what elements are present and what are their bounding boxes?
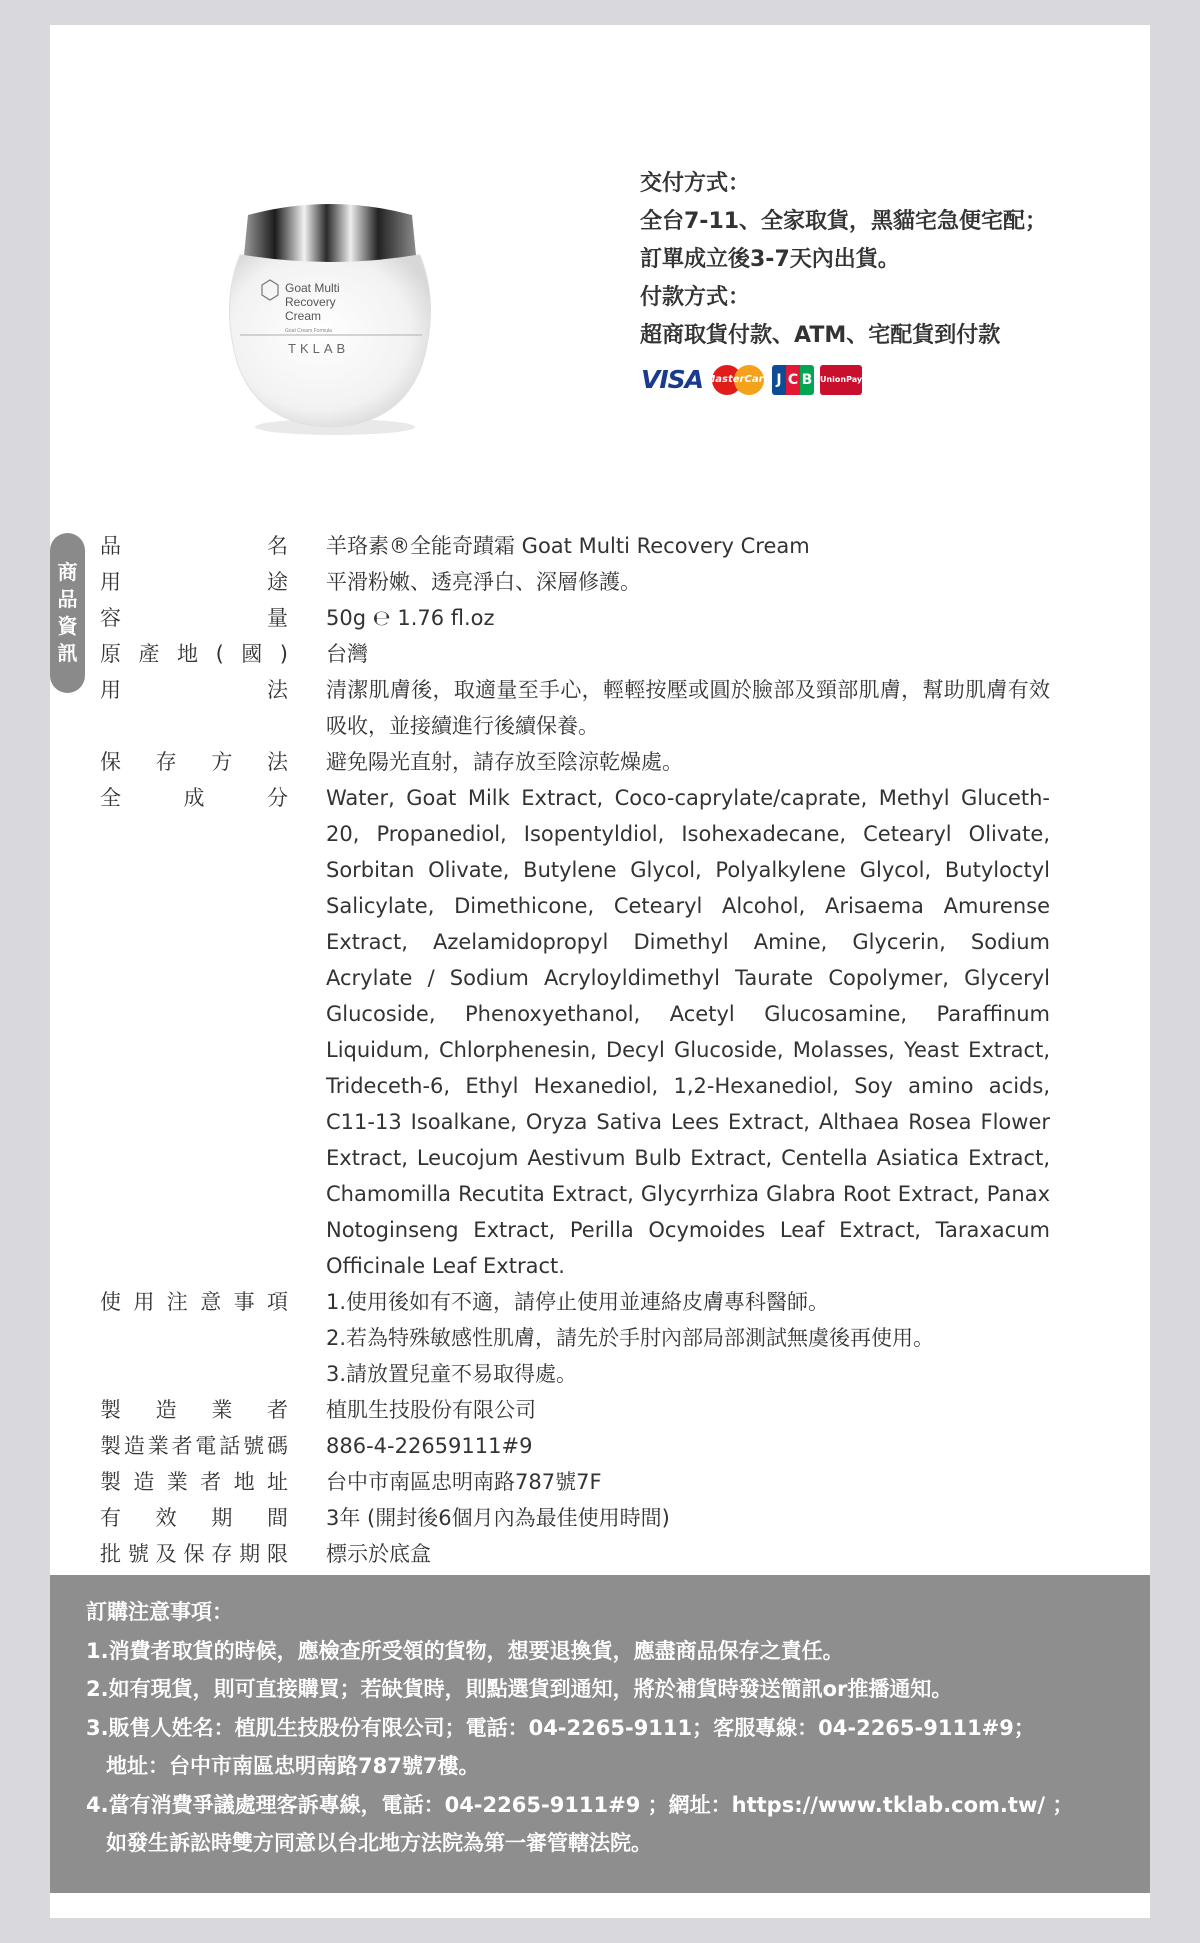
- notice-item-3-address: 地址：台中市南區忠明南路787號7樓。: [106, 1754, 480, 1778]
- delivery-methods: 全台7-11、全家取貨，黑貓宅急便宅配；: [640, 209, 1048, 234]
- delivery-payment-info: [640, 165, 1047, 395]
- spec-label: 製造業者電話號碼: [100, 1434, 288, 1458]
- spec-label: 品名: [100, 534, 288, 558]
- payment-methods: 超商取貨付款、ATM、宅配貨到付款: [640, 323, 1001, 348]
- spec-row-purpose: [100, 564, 1050, 600]
- spec-row-ingredients: [100, 780, 1050, 1284]
- spec-row-validity: [100, 1500, 1050, 1536]
- spec-value: 台灣: [326, 642, 368, 666]
- spec-label: 使用注意事項: [100, 1290, 288, 1314]
- spec-row-storage: [100, 744, 1050, 780]
- product-jar-image: [200, 185, 460, 445]
- spec-value-cautions: 1.使用後如有不適，請停止使用並連絡皮膚專科醫師。 2.若為特殊敏感性肌膚，請先於手肘內部局部測試無虞後再使用。 3.請放置兒童不易取得處。: [326, 1290, 935, 1386]
- badge-char: 資: [57, 614, 78, 638]
- notice-item-3: 3.販售人姓名：植肌生技股份有限公司；電話：04-2265-9111；客服專線：04-2265-9111#9；: [86, 1715, 1035, 1740]
- notice-title: 訂購注意事項：: [86, 1600, 233, 1624]
- spec-value: 50g ℮ 1.76 fl.oz: [326, 606, 495, 630]
- spec-row-cautions: [100, 1284, 1050, 1392]
- notice-item-4-court: 如發生訴訟時雙方同意以台北地方法院為第一審管轄法院。: [106, 1831, 652, 1855]
- jar-label-line1: Goat Multi: [285, 281, 340, 295]
- jcb-icon: J C B: [772, 365, 814, 395]
- notice-item-2: 2.如有現貨，則可直接購買；若缺貨時，則點選貨到通知，將於補貨時發送簡訊or推播通知。: [86, 1677, 953, 1701]
- spec-label: 用途: [100, 570, 288, 594]
- delivery-title: 交付方式：: [640, 171, 751, 196]
- spec-value: 平滑粉嫩、透亮淨白、深層修護。: [326, 570, 641, 594]
- spec-row-manufacturer: [100, 1392, 1050, 1428]
- jar-label-line3: Cream: [285, 309, 322, 323]
- product-info-badge: [50, 533, 85, 693]
- spec-value: 羊珞素®全能奇蹟霜 Goat Multi Recovery Cream: [326, 534, 810, 558]
- spec-label: 製造業者: [100, 1398, 288, 1422]
- spec-label: 製造業者地址: [100, 1470, 288, 1494]
- spec-value: 886-4-22659111#9: [326, 1434, 533, 1458]
- spec-label: 保存方法: [100, 750, 288, 774]
- payment-card-logos: [640, 365, 1047, 395]
- badge-char: 品: [57, 587, 78, 611]
- spec-label: 用法: [100, 678, 288, 702]
- mastercard-label: MasterCard: [705, 374, 771, 385]
- spec-row-origin: [100, 636, 1050, 672]
- spec-label: 有效期間: [100, 1506, 288, 1530]
- spec-value: 標示於底盒: [326, 1542, 431, 1566]
- badge-char: 訊: [57, 641, 78, 665]
- spec-label: 全成分: [100, 786, 288, 810]
- product-spec-table: [100, 528, 1050, 1572]
- spec-value: 清潔肌膚後，取適量至手心，輕輕按壓或圓於臉部及頸部肌膚，幫助肌膚有效吸收，並接續進行後續保養。: [326, 678, 1050, 738]
- spec-label: 批號及保存期限: [100, 1542, 288, 1566]
- badge-char: 商: [57, 560, 78, 584]
- notice-item-1: 1.消費者取貨的時候，應檢查所受領的貨物，想要退換貨，應盡商品保存之責任。: [86, 1638, 844, 1663]
- spec-row-batch: [100, 1536, 1050, 1572]
- spec-value: 台中市南區忠明南路787號7F: [326, 1470, 602, 1494]
- spec-row-phone: [100, 1428, 1050, 1464]
- spec-value: 植肌生技股份有限公司: [326, 1398, 536, 1422]
- spec-label: 原產地(國): [100, 642, 288, 666]
- spec-value-ingredients: Water, Goat Milk Extract, Coco-caprylate/caprate, Methyl Gluceth-20, Propanediol, Isopentyldiol, Isohexadecane, Cetearyl Olivate, Sorbitan Olivate, Butylene Glycol, Polyalkylene Glycol, Butyloctyl Salicylate, Dimethicone, Cetearyl Alcohol, Arisaema Amurense Extract, Azelamidopropyl Dimethyl Amine, Glycerin, Sodium Acrylate / Sodium Acryloyldimethyl Taurate Copolymer, Glyceryl Glucoside, Phenoxyethanol, Acetyl Glucosamine, Paraffinum Liquidum, Chlorphenesin, Decyl Glucoside, Molasses, Yeast Extract, Trideceth-6, Ethyl Hexanediol, 1,2-Hexanediol, Soy amino acids, C11-13 Isoalkane, Oryza Sativa Lees Extract, Althaea Rosea Flower Extract, Leucojum Aestivum Bulb Extract, Centella Asiatica Extract, Chamomilla Recutita Extract, Glycyrrhiza Glabra Root Extract, Panax Notoginseng Extract, Perilla Ocymoides Leaf Extract, Taraxacum Officinale Leaf Extract.: [326, 786, 1050, 1278]
- order-notice: [50, 1575, 1150, 1893]
- visa-icon: VISA: [640, 365, 703, 394]
- spec-label: 容量: [100, 606, 288, 630]
- spec-value: 3年 (開封後6個月內為最佳使用時間): [326, 1506, 670, 1530]
- jar-brand: TKLAB: [288, 341, 350, 356]
- unionpay-icon: UnionPay: [820, 365, 862, 395]
- mastercard-icon: [705, 365, 771, 395]
- spec-row-usage: [100, 672, 1050, 744]
- jar-small-text: Goat Cream Formula: [285, 328, 332, 334]
- spec-value: 避免陽光直射，請存放至陰涼乾燥處。: [326, 750, 683, 774]
- notice-item-4: 4.當有消費爭議處理客訴專線，電話：04-2265-9111#9 ；網址：https://www.tklab.com.tw/ ；: [86, 1792, 1074, 1817]
- spec-row-address: [100, 1464, 1050, 1500]
- payment-title: 付款方式：: [640, 285, 751, 310]
- delivery-shipping-time: 訂單成立後3-7天內出貨。: [640, 247, 900, 272]
- jar-label-line2: Recovery: [285, 295, 336, 309]
- spec-row-name: [100, 528, 1050, 564]
- spec-row-volume: [100, 600, 1050, 636]
